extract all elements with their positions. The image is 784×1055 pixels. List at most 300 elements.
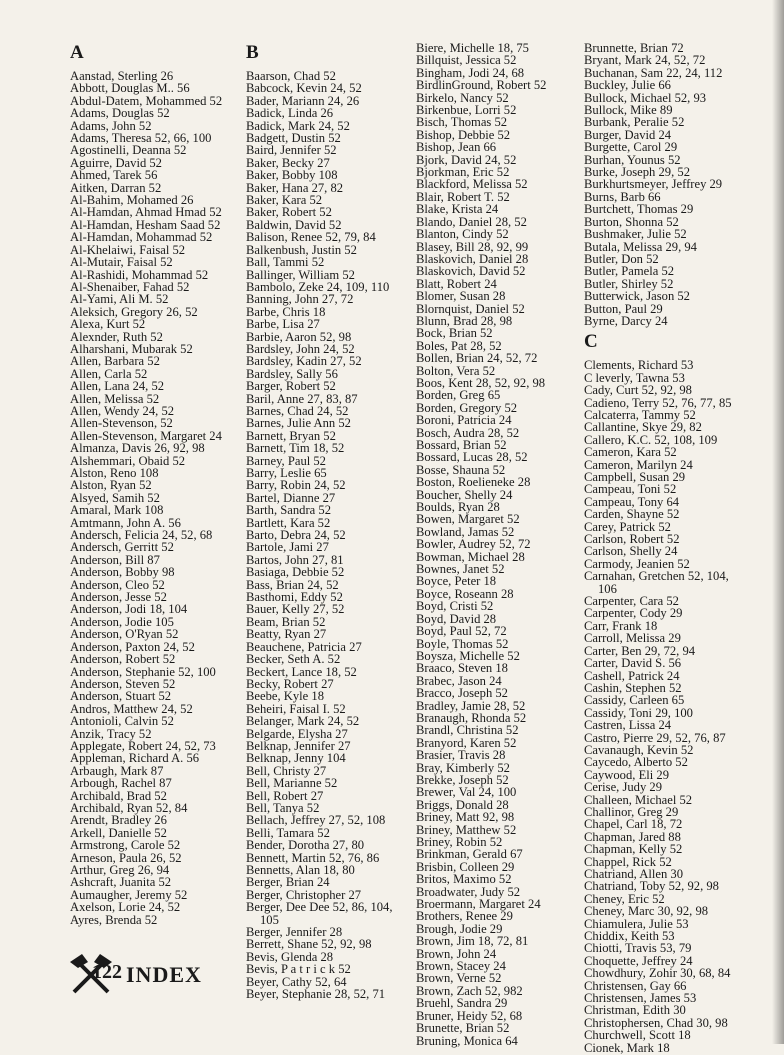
- index-entry: Becky, Robert 27: [246, 676, 334, 691]
- index-entry: Christensen, Gay 66: [584, 978, 687, 993]
- index-entry: Agostinelli, Deanna 52: [70, 143, 187, 158]
- index-entry: Ayres, Brenda 52: [70, 912, 158, 927]
- index-entry: Belanger, Mark 24, 52: [246, 714, 360, 729]
- index-entry: Berger, Jennifer 28: [246, 925, 343, 940]
- index-entry: Carnahan, Gretchen 52, 104, 106: [584, 569, 729, 596]
- index-entry: Baril, Anne 27, 83, 87: [246, 391, 358, 406]
- index-entry: Braaco, Steven 18: [416, 661, 508, 676]
- index-entry: Belgarde, Elysha 27: [246, 726, 348, 741]
- index-entry: Axelson, Lorie 24, 52: [70, 900, 181, 915]
- index-entry: Briney, Matt 92, 98: [416, 810, 515, 825]
- index-entry: Christophersen, Chad 30, 98: [584, 1015, 728, 1030]
- index-entry: Bishop, Jean 66: [416, 140, 497, 155]
- index-entry: Bollen, Brian 24, 52, 72: [416, 351, 538, 366]
- index-entry: Bevis, P a t r i c k 52: [246, 962, 351, 977]
- index-entry: Barnes, Chad 24, 52: [246, 403, 349, 418]
- index-entry: Christman, Edith 30: [584, 1003, 686, 1018]
- index-entry: Bracco, Joseph 52: [416, 686, 508, 701]
- index-entry: Abbott, Douglas M.. 56: [70, 81, 190, 96]
- index-entry: Adams, John 52: [70, 118, 152, 133]
- index-entry: Brown, Stacey 24: [416, 959, 506, 974]
- index-entry: Balison, Renee 52, 79, 84: [246, 230, 376, 245]
- index-entry: Berger, Brian 24: [246, 875, 330, 890]
- index-entry: Al-Hamdan, Ahmad Hmad 52: [70, 205, 222, 220]
- index-entry: Arbaugh, Mark 87: [70, 763, 164, 778]
- index-entry: Blando, Daniel 28, 52: [416, 214, 527, 229]
- index-entry: Briney, Matthew 52: [416, 822, 517, 837]
- index-entry: Chiddix, Keith 53: [584, 929, 675, 944]
- index-entry: Baker, Robert 52: [246, 205, 332, 220]
- index-entry: Bass, Brian 24, 52: [246, 577, 339, 592]
- index-entry: Beatty, Ryan 27: [246, 627, 327, 642]
- index-entry: Allen-Stevenson, 52: [70, 416, 173, 431]
- index-entry: Callantine, Skye 29, 82: [584, 420, 702, 435]
- index-entry: Armstrong, Carole 52: [70, 838, 181, 853]
- index-entry: Cerise, Judy 29: [584, 780, 663, 795]
- index-entry: Bell, Marianne 52: [246, 776, 338, 791]
- index-entry: Badick, Mark 24, 52: [246, 118, 350, 133]
- index-entry: Anderson, Jodi 18, 104: [70, 602, 188, 617]
- index-entry: Challinor, Greg 29: [584, 804, 679, 819]
- index-entry: Campeau, Tony 64: [584, 494, 680, 509]
- index-entry: Brabec, Jason 24: [416, 673, 502, 688]
- index-entry: Carter, Ben 29, 72, 94: [584, 643, 696, 658]
- index-entry: Barnes, Julie Ann 52: [246, 416, 351, 431]
- index-entry: Al-Mutair, Faisal 52: [70, 255, 173, 270]
- index-entry: Brown, Verne 52: [416, 971, 502, 986]
- index-entry: Alexa, Kurt 52: [70, 317, 146, 332]
- index-entry: Brough, Jodie 29: [416, 921, 503, 936]
- index-entry: Carr, Frank 18: [584, 618, 658, 633]
- index-entry: Carey, Patrick 52: [584, 519, 671, 534]
- index-entry: Bardsley, John 24, 52: [246, 341, 355, 356]
- index-entry: Blackford, Melissa 52: [416, 177, 528, 192]
- index-entry: Cadieno, Terry 52, 76, 77, 85: [584, 395, 732, 410]
- index-entry: Bowler, Audrey 52, 72: [416, 537, 531, 552]
- index-entry: Beam, Brian 52: [246, 614, 326, 629]
- index-entry: Beauchene, Patricia 27: [246, 639, 362, 654]
- index-entry: Bell, Christy 27: [246, 763, 327, 778]
- index-entry: BirdlinGround, Robert 52: [416, 78, 547, 93]
- index-entry: Baird, Jennifer 52: [246, 143, 337, 158]
- index-entry: Cassidy, Carleen 65: [584, 693, 685, 708]
- footer-index-label: INDEX: [126, 962, 202, 987]
- index-entry: Bisch, Thomas 52: [416, 115, 508, 130]
- index-entry: Anderson, Cleo 52: [70, 577, 165, 592]
- index-entry: Bell, Tanya 52: [246, 800, 320, 815]
- index-entry: Bray, Kimberly 52: [416, 760, 510, 775]
- index-entry: Branaugh, Rhonda 52: [416, 710, 527, 725]
- index-entry: Button, Paul 29: [584, 301, 663, 316]
- index-entry: Clements, Richard 53: [584, 358, 694, 373]
- index-entry: Bushmaker, Julie 52: [584, 227, 687, 242]
- index-entry: Andersch, Gerritt 52: [70, 540, 174, 555]
- index-entry: Allen-Stevenson, Margaret 24: [70, 428, 222, 443]
- index-entry: Alston, Reno 108: [70, 466, 159, 480]
- index-entry: Al-Rashidi, Mohammad 52: [70, 267, 209, 282]
- index-entry: Brown, Zach 52, 982: [416, 983, 523, 998]
- index-entry: Appleman, Richard A. 56: [70, 751, 200, 766]
- index-entry: Aguirre, David 52: [70, 155, 162, 170]
- index-entry: Chiotti, Travis 53, 79: [584, 941, 692, 956]
- index-entry: Berger, Christopher 27: [246, 887, 362, 902]
- index-entry: Brandl, Christina 52: [416, 723, 519, 738]
- index-entry: Al-Bahim, Mohamed 26: [70, 193, 194, 208]
- index-entry: Byrne, Darcy 24: [584, 313, 668, 328]
- index-entry: Burtchett, Thomas 29: [584, 202, 694, 217]
- index-entry: Broermann, Margaret 24: [416, 897, 541, 912]
- index-entry: Barbie, Aaron 52, 98: [246, 329, 352, 344]
- index-entry: Aitken, Darran 52: [70, 180, 162, 195]
- index-entry: Bardsley, Kadin 27, 52: [246, 354, 362, 369]
- index-entry: Ahmed, Tarek 56: [70, 168, 158, 183]
- index-entry: Butler, Pamela 52: [584, 264, 675, 279]
- index-entry: Barnett, Tim 18, 52: [246, 441, 345, 456]
- index-entry: Campbell, Susan 29: [584, 470, 686, 484]
- index-entry: Brewer, Val 24, 100: [416, 785, 517, 800]
- index-entry: Boston, Roelieneke 28: [416, 475, 531, 490]
- index-entry: Burhan, Younus 52: [584, 152, 681, 167]
- index-entry: Caycedo, Alberto 52: [584, 755, 688, 770]
- index-entry: Blaskovich, Daniel 28: [416, 251, 529, 266]
- index-entry: Aumaugher, Jeremy 52: [70, 887, 188, 902]
- index-entry: Bruner, Heidy 52, 68: [416, 1008, 523, 1023]
- page-footer: [66, 952, 202, 998]
- index-entry: Alston, Ryan 52: [70, 478, 152, 493]
- index-entry: Calcaterra, Tammy 52: [584, 407, 696, 422]
- index-entry: Boyce, Roseann 28: [416, 586, 514, 601]
- entry-list: [416, 42, 581, 1047]
- index-entry: Barto, Debra 24, 52: [246, 528, 346, 543]
- index-entry: Burns, Barb 66: [584, 189, 661, 204]
- index-entry: Brisbin, Colleen 29: [416, 859, 515, 874]
- index-entry: Bossard, Lucas 28, 52: [416, 450, 528, 465]
- index-entry: Boles, Pat 28, 52: [416, 338, 502, 353]
- index-entry: Abdul-Datem, Mohammed 52: [70, 93, 223, 108]
- index-entry: Bartlett, Kara 52: [246, 515, 331, 530]
- index-entry: Borden, Greg 65: [416, 388, 501, 403]
- index-entry: Brunnette, Brian 72: [584, 41, 684, 55]
- index-entry: Beebe, Kyle 18: [246, 689, 324, 704]
- index-entry: Briney, Robin 52: [416, 835, 503, 849]
- index-entry: Beckert, Lance 18, 52: [246, 664, 357, 679]
- index-entry: Burkhurtsmeyer, Jeffrey 29: [584, 177, 723, 192]
- index-entry: Chapel, Carl 18, 72: [584, 817, 683, 832]
- index-entry: Aanstad, Sterling 26: [70, 69, 174, 83]
- index-entry: Beheiri, Faisal I. 52: [246, 701, 346, 716]
- index-entry: Blasey, Bill 28, 92, 99: [416, 239, 529, 254]
- index-entry: Bingham, Jodi 24, 68: [416, 65, 525, 80]
- index-entry: Balkenbush, Justin 52: [246, 242, 357, 257]
- index-entry: Chapman, Jared 88: [584, 829, 681, 844]
- index-entry: Anderson, Robert 52: [70, 652, 176, 667]
- index-entry: Banning, John 27, 72: [246, 292, 354, 307]
- entry-list: [584, 359, 749, 1054]
- entry-list: [584, 42, 749, 327]
- index-entry: Blanton, Cindy 52: [416, 227, 509, 242]
- index-entry: Bjorkman, Eric 52: [416, 165, 510, 180]
- index-entry: Badick, Linda 26: [246, 106, 334, 121]
- index-entry: Ball, Tammi 52: [246, 255, 325, 270]
- index-entry: Bennetts, Alan 18, 80: [246, 863, 355, 877]
- index-entry: Andersch, Felicia 24, 52, 68: [70, 528, 213, 543]
- index-entry: Cheney, Marc 30, 92, 98: [584, 904, 709, 919]
- index-entry: Briggs, Donald 28: [416, 797, 509, 812]
- index-entry: Arneson, Paula 26, 52: [70, 850, 182, 865]
- index-entry: Buchanan, Sam 22, 24, 112: [584, 65, 723, 80]
- index-entry: Cionek, Mark 18: [584, 1040, 670, 1055]
- index-entry: Al-Shenaiber, Fahad 52: [70, 279, 190, 294]
- index-entry: Bellach, Jeffrey 27, 52, 108: [246, 813, 386, 828]
- index-entry: Boulds, Ryan 28: [416, 500, 500, 515]
- index-entry: Alshemmari, Obaid 52: [70, 453, 186, 468]
- index-entry: Birkelo, Nancy 52: [416, 90, 509, 105]
- index-entry: Biere, Michelle 18, 75: [416, 41, 529, 55]
- index-entry: Barbe, Chris 18: [246, 304, 326, 319]
- index-column-3: [416, 42, 581, 1047]
- index-entry: Bender, Dorotha 27, 80: [246, 838, 365, 853]
- page-number: 122: [92, 961, 122, 983]
- index-entry: Belknap, Jenny 104: [246, 751, 346, 766]
- index-entry: Al-Khelaiwi, Faisal 52: [70, 242, 186, 257]
- index-entry: Allen, Melissa 52: [70, 391, 160, 406]
- index-entry: Beyer, Cathy 52, 64: [246, 974, 347, 989]
- index-entry: Birkenbue, Lorri 52: [416, 103, 517, 118]
- index-entry: Burke, Joseph 29, 52: [584, 165, 690, 180]
- index-entry: Bell, Robert 27: [246, 788, 324, 803]
- index-entry: Becker, Seth A. 52: [246, 652, 341, 667]
- index-column-2: [246, 42, 411, 1000]
- index-entry: Barger, Robert 52: [246, 379, 336, 394]
- index-entry: Chappel, Rick 52: [584, 854, 672, 869]
- index-entry: Christensen, James 53: [584, 991, 697, 1006]
- index-entry: Brekke, Joseph 52: [416, 772, 509, 787]
- index-entry: Bossard, Brian 52: [416, 438, 507, 452]
- index-entry: Brown, John 24: [416, 946, 497, 961]
- index-entry: Churchwell, Scott 18: [584, 1028, 691, 1043]
- index-entry: Britos, Maximo 52: [416, 872, 512, 887]
- index-entry: Allen, Wendy 24, 52: [70, 403, 175, 418]
- index-entry: Al-Yami, Ali M. 52: [70, 292, 169, 307]
- index-entry: Carroll, Melissa 29: [584, 631, 681, 646]
- index-entry: Boroni, Patricia 24: [416, 413, 512, 428]
- index-entry: Andros, Matthew 24, 52: [70, 701, 193, 716]
- section-letter: B: [246, 42, 259, 63]
- index-entry: C leverly, Tawna 53: [584, 370, 685, 385]
- index-entry: Carpenter, Cody 29: [584, 606, 683, 621]
- index-entry: Bevis, Glenda 28: [246, 949, 334, 964]
- index-entry: Blatt, Robert 24: [416, 276, 497, 291]
- index-entry: Anderson, Jesse 52: [70, 590, 167, 605]
- entry-list: [70, 70, 235, 926]
- index-entry: Baker, Kara 52: [246, 193, 323, 208]
- index-entry: Blornquist, Daniel 52: [416, 301, 525, 316]
- index-entry: Anderson, Steven 52: [70, 676, 176, 691]
- index-entry: Bartos, John 27, 81: [246, 552, 344, 567]
- index-entry: Castro, Pierre 29, 52, 76, 87: [584, 730, 726, 745]
- index-entry: Bock, Brian 52: [416, 326, 493, 341]
- index-entry: Bauer, Kelly 27, 52: [246, 602, 345, 617]
- index-entry: Carmody, Jeanien 52: [584, 556, 690, 571]
- index-entry: Branyord, Karen 52: [416, 735, 517, 750]
- index-entry: Bruehl, Sandra 29: [416, 996, 508, 1011]
- index-entry: Boos, Kent 28, 52, 92, 98: [416, 375, 546, 390]
- index-entry: Boysza, Michelle 52: [416, 648, 520, 663]
- index-entry: Baker, Bobby 108: [246, 168, 338, 183]
- index-entry: Bradley, Jamie 28, 52: [416, 698, 526, 713]
- index-entry: Chatriand, Allen 30: [584, 867, 683, 881]
- index-entry: Arendt, Bradley 26: [70, 813, 167, 828]
- index-entry: Cameron, Marilyn 24: [584, 457, 693, 472]
- index-column-4: [584, 42, 749, 1054]
- index-entry: Blake, Krista 24: [416, 202, 499, 217]
- index-entry: Butler, Don 52: [584, 251, 659, 266]
- index-entry: Almanza, Davis 26, 92, 98: [70, 441, 205, 456]
- index-entry: Bartel, Dianne 27: [246, 490, 336, 505]
- index-entry: Alexnder, Ruth 52: [70, 329, 163, 344]
- index-entry: Broadwater, Judy 52: [416, 884, 521, 899]
- index-entry: Bowman, Michael 28: [416, 549, 525, 564]
- index-entry: Aleksich, Gregory 26, 52: [70, 304, 198, 319]
- index-entry: Anzik, Tracy 52: [70, 726, 152, 741]
- index-entry: Alsyed, Samih 52: [70, 490, 160, 505]
- index-entry: Bambolo, Zeke 24, 109, 110: [246, 279, 390, 294]
- index-entry: Blair, Robert T. 52: [416, 189, 510, 204]
- entry-list: [246, 70, 411, 1000]
- index-entry: Brown, Jim 18, 72, 81: [416, 934, 529, 949]
- index-entry: Bosse, Shauna 52: [416, 462, 506, 477]
- index-entry: Blomer, Susan 28: [416, 289, 506, 304]
- index-entry: Choquette, Jeffrey 24: [584, 953, 693, 968]
- index-entry: Cameron, Kara 52: [584, 445, 677, 460]
- index-entry: Bjork, David 24, 52: [416, 152, 517, 167]
- index-entry: Boyd, David 28: [416, 611, 497, 626]
- index-entry: Badgett, Dustin 52: [246, 131, 341, 146]
- index-entry: Adams, Theresa 52, 66, 100: [70, 131, 212, 146]
- index-entry: Butler, Shirley 52: [584, 276, 674, 291]
- index-entry: Burton, Shonna 52: [584, 214, 679, 229]
- index-entry: Barney, Paul 52: [246, 453, 326, 468]
- index-entry: Barth, Sandra 52: [246, 503, 331, 518]
- index-entry: Bartole, Jami 27: [246, 540, 329, 555]
- index-entry: Boyce, Peter 18: [416, 574, 497, 589]
- index-entry: Anderson, Jodie 105: [70, 614, 174, 629]
- index-entry: Blunn, Brad 28, 98: [416, 313, 513, 328]
- index-entry: Ashcraft, Juanita 52: [70, 875, 172, 890]
- index-entry: Allen, Barbara 52: [70, 354, 160, 369]
- index-entry: Carden, Shayne 52: [584, 507, 680, 522]
- index-entry: Cheney, Eric 52: [584, 891, 665, 906]
- index-entry: Butala, Melissa 29, 94: [584, 239, 697, 254]
- index-entry: Bishop, Debbie 52: [416, 127, 511, 142]
- index-entry: Castren, Lissa 24: [584, 718, 672, 733]
- index-entry: Chapman, Kelly 52: [584, 842, 683, 857]
- index-entry: Amaral, Mark 108: [70, 503, 164, 518]
- index-column-1: [70, 42, 235, 926]
- index-entry: Amtmann, John A. 56: [70, 515, 181, 530]
- index-entry: Bolton, Vera 52: [416, 363, 496, 378]
- index-entry: Allen, Carla 52: [70, 366, 148, 381]
- index-entry: Blaskovich, David 52: [416, 264, 526, 279]
- index-entry: Berger, Dee Dee 52, 86, 104, 105: [246, 900, 393, 927]
- index-entry: Carlson, Robert 52: [584, 532, 680, 547]
- index-entry: Anderson, Stuart 52: [70, 689, 172, 704]
- index-entry: Chatriand, Toby 52, 92, 98: [584, 879, 719, 894]
- index-entry: Anderson, Bobby 98: [70, 565, 175, 580]
- index-entry: Brasier, Travis 28: [416, 748, 506, 763]
- index-entry: Baker, Becky 27: [246, 155, 330, 170]
- index-entry: Barnett, Bryan 52: [246, 428, 336, 443]
- index-entry: Bosch, Audra 28, 52: [416, 425, 520, 440]
- index-entry: Anderson, Paxton 24, 52: [70, 639, 195, 654]
- index-entry: Applegate, Robert 24, 52, 73: [70, 738, 216, 753]
- index-entry: Bullock, Michael 52, 93: [584, 90, 707, 105]
- index-entry: Burbank, Peralie 52: [584, 115, 685, 130]
- index-entry: Berrett, Shane 52, 92, 98: [246, 937, 372, 952]
- index-entry: Cady, Curt 52, 92, 98: [584, 383, 692, 398]
- page-edge-shadow: [772, 0, 784, 1044]
- index-entry: Al-Hamdan, Mohammad 52: [70, 230, 213, 245]
- index-entry: Basiaga, Debbie 52: [246, 565, 345, 580]
- index-entry: Boyd, Cristi 52: [416, 599, 494, 614]
- index-entry: Al-Hamdan, Hesham Saad 52: [70, 217, 221, 232]
- index-entry: Campeau, Toni 52: [584, 482, 677, 497]
- index-entry: Barry, Robin 24, 52: [246, 478, 346, 493]
- index-entry: Carpenter, Cara 52: [584, 594, 679, 609]
- index-entry: Alharshani, Mubarak 52: [70, 341, 193, 356]
- index-entry: Butterwick, Jason 52: [584, 289, 690, 304]
- index-entry: Carlson, Shelly 24: [584, 544, 678, 559]
- index-entry: Ballinger, William 52: [246, 267, 355, 282]
- index-entry: Boucher, Shelly 24: [416, 487, 513, 502]
- index-entry: Basthomi, Eddy 52: [246, 590, 343, 605]
- index-entry: Anderson, Bill 87: [70, 552, 160, 567]
- index-entry: Anderson, Stephanie 52, 100: [70, 664, 216, 679]
- index-entry: Adams, Douglas 52: [70, 106, 170, 121]
- index-entry: Arbough, Rachel 87: [70, 776, 172, 791]
- index-entry: Cashell, Patrick 24: [584, 668, 680, 683]
- index-entry: Bader, Mariann 24, 26: [246, 93, 360, 108]
- index-entry: Archibald, Brad 52: [70, 788, 167, 803]
- index-entry: Carter, David S. 56: [584, 656, 682, 671]
- index-entry: Brunette, Brian 52: [416, 1021, 510, 1036]
- index-entry: Barbe, Lisa 27: [246, 317, 320, 332]
- index-entry: Arthur, Greg 26, 94: [70, 863, 170, 877]
- index-entry: Cavanaugh, Kevin 52: [584, 742, 694, 757]
- index-entry: Chiamulera, Julie 53: [584, 916, 689, 931]
- index-entry: Barry, Leslie 65: [246, 466, 327, 480]
- index-entry: Anderson, O'Ryan 52: [70, 627, 179, 642]
- index-entry: Arkell, Danielle 52: [70, 825, 167, 840]
- index-entry: Challeen, Michael 52: [584, 792, 693, 807]
- index-entry: Cassidy, Toni 29, 100: [584, 705, 693, 720]
- index-entry: Baarson, Chad 52: [246, 69, 336, 83]
- section-letter: A: [70, 42, 84, 63]
- index-entry: Beyer, Stephanie 28, 52, 71: [246, 987, 386, 1002]
- index-entry: Borden, Gregory 52: [416, 400, 518, 415]
- index-entry: Belknap, Jennifer 27: [246, 738, 351, 753]
- index-entry: Callero, K.C. 52, 108, 109: [584, 432, 718, 447]
- index-entry: Bowland, Jamas 52: [416, 524, 515, 539]
- index-entry: Antonioli, Calvin 52: [70, 714, 174, 729]
- index-entry: Bryant, Mark 24, 52, 72: [584, 53, 706, 68]
- index-entry: Bullock, Mike 89: [584, 103, 673, 118]
- index-entry: Baldwin, David 52: [246, 217, 342, 232]
- index-entry: Brothers, Renee 29: [416, 909, 513, 924]
- index-entry: Bruning, Monica 64: [416, 1033, 518, 1048]
- index-entry: Bownes, Janet 52: [416, 562, 505, 577]
- index-entry: Burgette, Carol 29: [584, 140, 678, 155]
